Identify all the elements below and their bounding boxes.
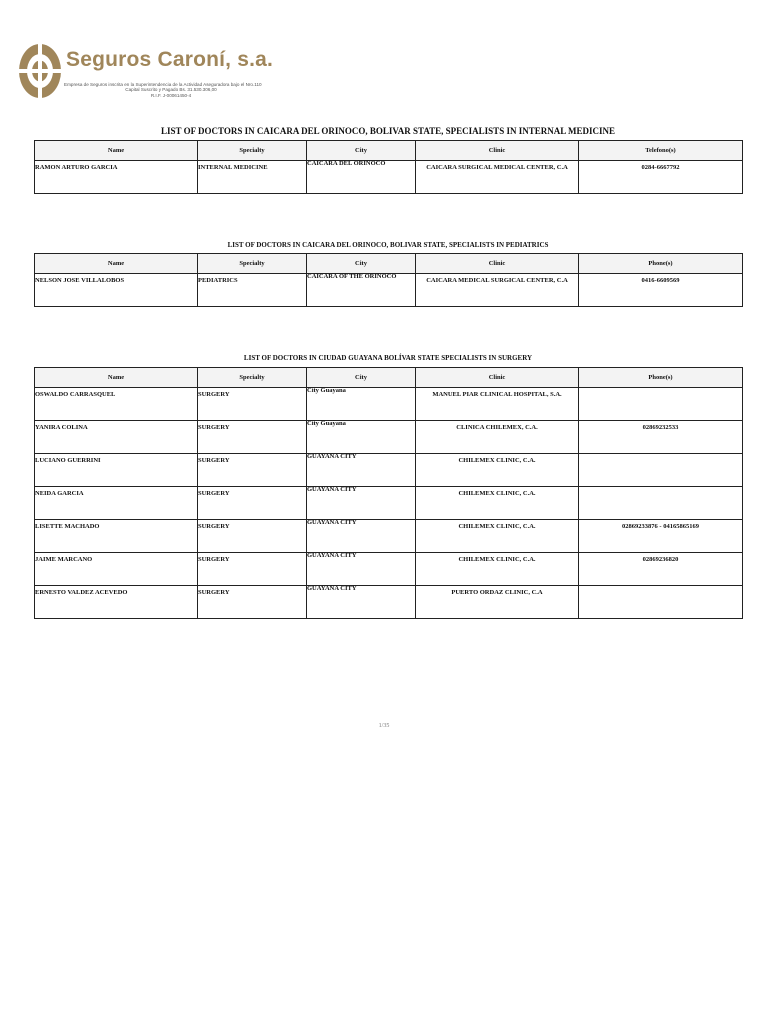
doctor-clinic: MANUEL PIAR CLINICAL HOSPITAL, S.A.: [416, 388, 579, 421]
table-header-row: [35, 254, 743, 274]
doctor-phone: 0284-6667792: [579, 161, 743, 194]
doctor-city: [307, 421, 416, 454]
doctor-name: LISETTE MACHADO: [35, 520, 198, 553]
doctor-specialty: INTERNAL MEDICINE: [198, 161, 307, 194]
doctor-city-text: City Guayana: [307, 387, 346, 394]
column-header-phone: Phone(s): [579, 368, 743, 388]
doctor-specialty: SURGERY: [198, 388, 307, 421]
column-header-name: Name: [35, 254, 198, 274]
column-header-name: Name: [35, 141, 198, 161]
doctor-phone: 02869233876 - 04165865169: [579, 520, 743, 553]
doctor-specialty: SURGERY: [198, 520, 307, 553]
table-row: [35, 586, 743, 619]
doctor-name: YANIRA COLINA: [35, 421, 198, 454]
doctor-phone: 02869236820: [579, 553, 743, 586]
company-name: Seguros Caroní, s.a.: [66, 48, 274, 71]
column-header-name: Name: [35, 368, 198, 388]
table-header-row: [35, 368, 743, 388]
table-row: [35, 388, 743, 421]
doctor-specialty: PEDIATRICS: [198, 274, 307, 307]
doctor-city-text: GUAYANA CITY: [307, 552, 357, 559]
doctors-table-internal-medicine: [34, 140, 743, 194]
doctor-city-text: GUAYANA CITY: [307, 585, 357, 592]
doctor-city-text: CAICARA DEL ORINOCO: [307, 160, 386, 167]
doctor-city: [307, 161, 416, 194]
capital-line: Capital Suscrito y Pagado Bs. 31.530.306,00: [125, 87, 217, 93]
column-header-clinic: Clinic: [416, 141, 579, 161]
page-number: 1/35: [378, 723, 390, 729]
doctor-name: NEIDA GARCIA: [35, 487, 198, 520]
doctor-city-text: GUAYANA CITY: [307, 519, 357, 526]
doctor-name: RAMON ARTURO GARCIA: [35, 161, 198, 194]
doctor-name: JAIME MARCANO: [35, 553, 198, 586]
seguros-caroni-logo-icon: [18, 42, 64, 100]
doctor-clinic: CAICARA SURGICAL MEDICAL CENTER, C.A: [416, 161, 579, 194]
section-title-pediatrics: LIST OF DOCTORS IN CAICARA DEL ORINOCO, BOLIVAR STATE, SPECIALISTS IN PEDIATRICS: [227, 241, 549, 249]
doctor-name: NELSON JOSE VILLALOBOS: [35, 274, 198, 307]
doctor-city: [307, 553, 416, 586]
doctor-phone: 0416-6609569: [579, 274, 743, 307]
doctor-clinic: CHILEMEX CLINIC, C.A.: [416, 454, 579, 487]
doctor-specialty: SURGERY: [198, 421, 307, 454]
doctor-clinic: CHILEMEX CLINIC, C.A.: [416, 520, 579, 553]
column-header-specialty: Specialty: [198, 368, 307, 388]
column-header-clinic: Clinic: [416, 368, 579, 388]
doctor-city: [307, 388, 416, 421]
column-header-city: City: [307, 141, 416, 161]
table-row: [35, 161, 743, 194]
column-header-phone: Telefono(s): [579, 141, 743, 161]
column-header-phone: Phone(s): [579, 254, 743, 274]
doctor-city-text: CAICARA OF THE ORINOCO: [307, 273, 397, 280]
doctor-name: ERNESTO VALDEZ ACEVEDO: [35, 586, 198, 619]
doctor-specialty: SURGERY: [198, 487, 307, 520]
rif-line: R.I.F. J-00061450-4: [150, 92, 192, 98]
doctor-phone: 02869232533: [579, 421, 743, 454]
section-title-surgery: LIST OF DOCTORS IN CIUDAD GUAYANA BOLÍVAR STATE SPECIALISTS IN SURGERY: [243, 354, 533, 362]
table-row: [35, 454, 743, 487]
doctor-name: OSWALDO CARRASQUEL: [35, 388, 198, 421]
column-header-city: City: [307, 254, 416, 274]
table-row: [35, 553, 743, 586]
doctor-city-text: GUAYANA CITY: [307, 453, 357, 460]
registration-line: Empresa de Seguros inscrita en la Superintendencia de la Actividad Aseguradora bajo el Nro.110: [64, 82, 262, 87]
doctor-phone: [579, 454, 743, 487]
column-header-specialty: Specialty: [198, 141, 307, 161]
doctor-name: LUCIANO GUERRINI: [35, 454, 198, 487]
doctor-city-text: GUAYANA CITY: [307, 486, 357, 493]
doctor-specialty: SURGERY: [198, 586, 307, 619]
doctors-table-pediatrics: [34, 253, 743, 307]
column-header-city: City: [307, 368, 416, 388]
doctor-clinic: CHILEMEX CLINIC, C.A.: [416, 553, 579, 586]
doctor-clinic: PUERTO ORDAZ CLINIC, C.A: [416, 586, 579, 619]
table-header-row: [35, 141, 743, 161]
doctor-city: [307, 520, 416, 553]
doctor-specialty: SURGERY: [198, 454, 307, 487]
doctor-clinic: CLINICA CHILEMEX, C.A.: [416, 421, 579, 454]
doctor-specialty: SURGERY: [198, 553, 307, 586]
table-row: [35, 487, 743, 520]
table-row: [35, 274, 743, 307]
table-row: [35, 520, 743, 553]
doctor-city: [307, 487, 416, 520]
doctor-phone: [579, 586, 743, 619]
doctor-phone: [579, 388, 743, 421]
company-registration: [64, 82, 278, 98]
company-logo: [18, 42, 274, 104]
doctor-city: [307, 586, 416, 619]
column-header-specialty: Specialty: [198, 254, 307, 274]
doctor-city-text: City Guayana: [307, 420, 346, 427]
doctor-city: [307, 274, 416, 307]
doctor-clinic: CAICARA MEDICAL SURGICAL CENTER, C.A: [416, 274, 579, 307]
doctors-table-surgery: [34, 367, 743, 619]
doctor-phone: [579, 487, 743, 520]
column-header-clinic: Clinic: [416, 254, 579, 274]
section-title-internal-medicine: LIST OF DOCTORS IN CAICARA DEL ORINOCO, BOLIVAR STATE, SPECIALISTS IN INTERNAL MEDICINE: [161, 126, 615, 136]
doctor-city: [307, 454, 416, 487]
table-row: [35, 421, 743, 454]
doctor-clinic: CHILEMEX CLINIC, C.A.: [416, 487, 579, 520]
